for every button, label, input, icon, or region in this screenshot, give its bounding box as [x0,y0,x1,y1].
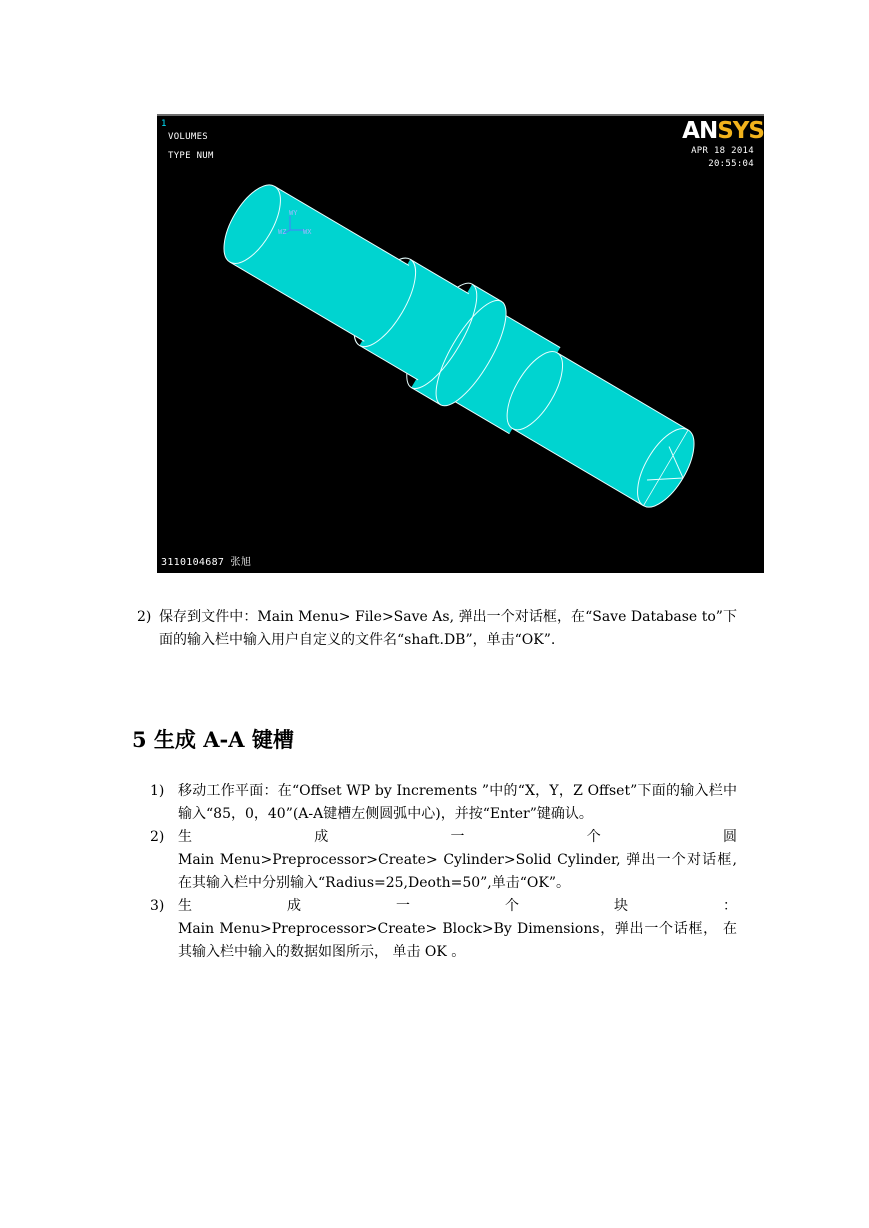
window-number: 1 [161,119,167,129]
list-item-text: 移动工作平面：在“Offset WP by Increments ”中的“X，Y，Z Offset”下面的输入栏中输入“85，0，40”(A-A键槽左侧圆弧中心)，并按“Enter”键确认。 [178,783,737,822]
keyway-steps-list [150,780,737,964]
list-item-heading: 生 成 一 个 圆 [178,829,737,845]
list-item: 1) 移动工作平面：在“Offset WP by Increments ”中的“X，Y，Z Offset”下面的输入栏中输入“85，0，40”(A-A键槽左侧圆弧中心)，并按“Enter”键确认。 [150,780,737,826]
ansys-viewport [157,114,764,573]
list-item: 3) 生 成 一 个 块 ： Main Menu>Preprocessor>Create> Block>By Dimensions，弹出一个话框， 在其输入栏中输入的数据如图所示， 单击 OK 。 [150,895,737,964]
axis-label-wx: WX [303,228,312,236]
plot-label-volumes: VOLUMES [168,132,209,142]
axis-label-wz: WZ [278,228,287,236]
plot-label-type-num: TYPE NUM [168,151,214,161]
step-2-paragraph [137,606,737,652]
shaft-model-render [157,116,764,573]
step-2-label: 2) [137,609,152,625]
list-item-heading: 生 成 一 个 块 ： [178,898,737,914]
ansys-logo: ANSYS [682,118,764,144]
axis-label-wy: WY [289,209,298,217]
plot-date: APR 18 2014 [691,146,754,156]
step-2-text: 保存到文件中：Main Menu> File>Save As, 弹出一个对话框，在“Save Database to”下面的输入栏中输入用户自定义的文件名“shaft.DB”，单击“OK”. [159,609,737,648]
list-item-text: Main Menu>Preprocessor>Create> Block>By Dimensions，弹出一个话框， 在其输入栏中输入的数据如图所示， 单击 OK 。 [178,921,737,960]
list-item: 2) 生 成 一 个 圆 Main Menu>Preprocessor>Create> Cylinder>Solid Cylinder, 弹出一个对话框,在其输入栏中分别输入“Radius=25,Deoth=50”,单击“OK”。 [150,826,737,895]
list-item-text: Main Menu>Preprocessor>Create> Cylinder>Solid Cylinder, 弹出一个对话框,在其输入栏中分别输入“Radius=25,Deoth=50”,单击“OK”。 [178,852,737,891]
plot-time: 20:55:04 [708,159,754,169]
plot-footer: 3110104687 张旭 [161,557,252,568]
section-heading: 5 生成 A-A 键槽 [132,727,294,752]
